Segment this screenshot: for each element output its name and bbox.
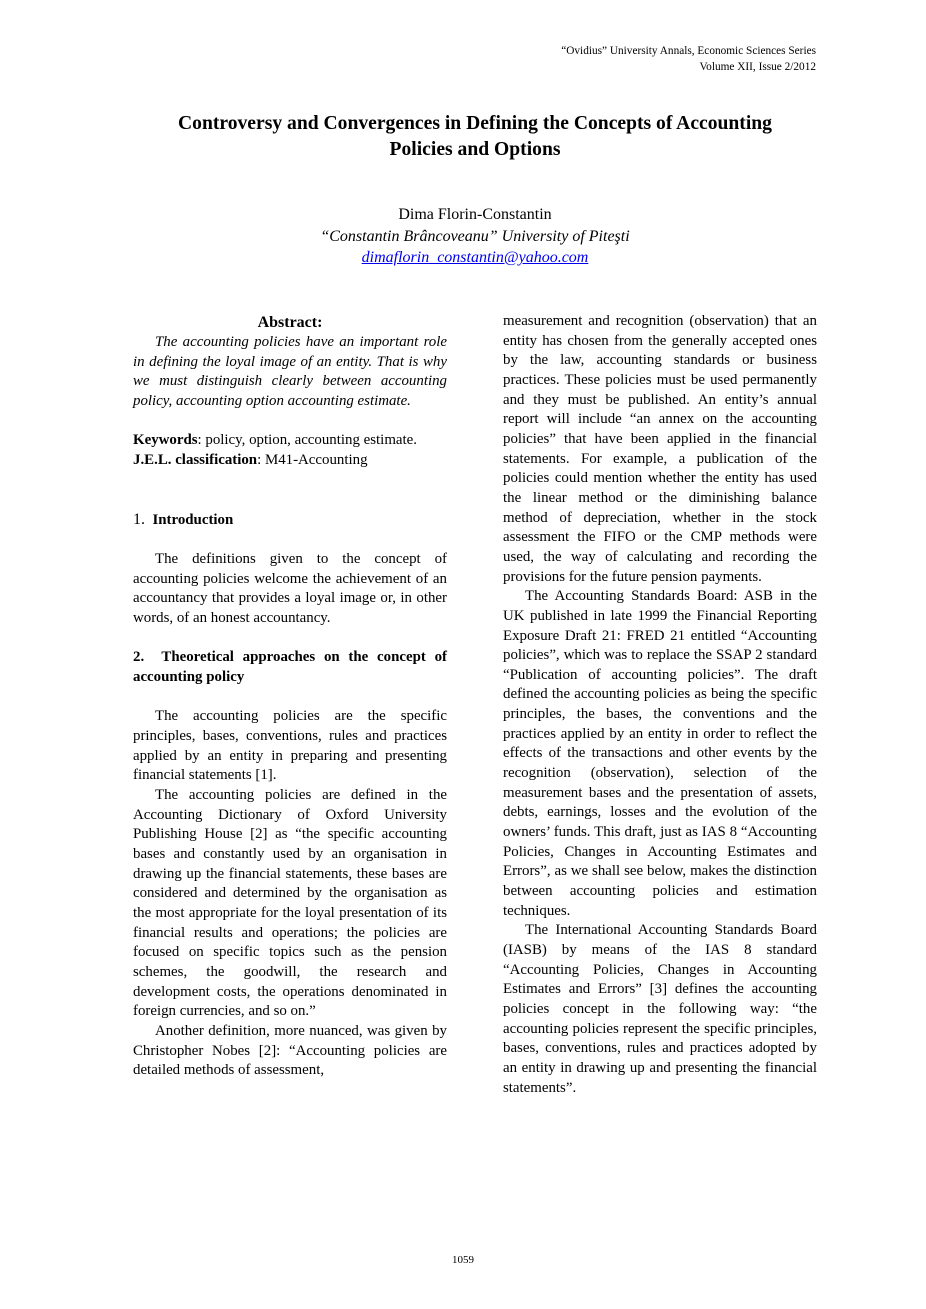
section-heading-theoretical [133, 648, 447, 687]
paragraph: The International Accounting Standards Board (IASB) by means of the IAS 8 standard “Accounting Policies, Changes in Accounting Estimates and Errors” [3] defines the accounting policies concept in the following way: “the accounting policies represent the specific principles, bases, conventions, rules and practices adopted by an entity in drawing up and presenting the financial statements”. [503, 922, 817, 1096]
keywords [133, 431, 447, 451]
jel-label: J.E.L. classification [133, 451, 258, 468]
jel-value: : M41-Accounting [257, 451, 368, 468]
paragraph: The definitions given to the concept of accounting policies welcome the achievement of an accountancy that provides a loyal image or, in other words, of an honest accountancy. [133, 551, 447, 627]
paragraph: The accounting policies are the specific principles, bases, conventions, rules and practices applied by an entity in preparing and presenting financial statements [1]. [133, 708, 447, 784]
author-email-link[interactable]: dimaflorin_constantin@yahoo.com [361, 249, 589, 266]
running-header [561, 44, 816, 75]
paragraph: measurement and recognition (observation) that an entity has chosen from the generally accepted ones by the law, accounting standards or business practices. These policies must be used permanently and they must be published. An entity’s annual report will include “an annex on the accounting policies” that have been applied in the financial statements. For example, a publication of the policies could mention whether the entity has used the linear method or the diminishing balance method of depreciation, whether in the stock assessment the FIFO or the CMP methods were used, the way of calculating and recording the provisions for the future pension payments. [503, 313, 817, 585]
paragraph: The accounting policies are defined in the Accounting Dictionary of Oxford University Publishing House [2] as “the specific accounting bases and constantly used by an organisation in drawing up the financial statements, these bases are considered and determined by the organisation as the most appropriate for the loyal presentation of its financial results and operations; the policies are focused on specific topics such as the pension schemes, the goodwill, the research and development costs, the operations denominated in foreign currencies, and so on.” [133, 787, 447, 1020]
left-column [133, 312, 447, 1081]
jel-classification [133, 451, 447, 471]
section-title: Theoretical approaches on the concept of accounting policy [133, 649, 447, 686]
section-number: 2. [133, 649, 145, 666]
abstract-text: The accounting policies have an important role in defining the loyal image of an entity. That is why we must distinguish clearly between accounting policy, accounting option accounting estimate. [133, 334, 447, 409]
section-title: Introduction [152, 511, 234, 528]
abstract-heading: Abstract: [257, 314, 323, 331]
paper-title [120, 111, 830, 162]
author-affiliation: “Constantin Brâncoveanu” University of Piteşti [320, 227, 630, 245]
paragraph: The Accounting Standards Board: ASB in the UK published in late 1999 the Financial Reporting Exposure Draft 21: FRED 21 entitled “Accounting policies”, which was to replace the SSAP 2 standard “Publication of accounting policies”. The draft defined the accounting policies as being the specific principles, the bases, the conventions and the practices applied by an entity in order to reflect the effects of the transactions and other events by the recognition (observation), selection of the measurement bases and the presentation of assets, debts, earnings, losses and the evolution of the owners’ funds. This draft, just as IAS 8 “Accounting Policies, Changes in Accounting Estimates and Errors”, as we shall see below, makes the distinction between accounting policies and estimation techniques. [503, 588, 817, 919]
paper-title-line-1: Controversy and Convergences in Defining the Concepts of Accounting [178, 113, 772, 134]
author-block [200, 204, 750, 269]
keywords-label: Keywords [133, 432, 198, 449]
author-name: Dima Florin-Constantin [398, 206, 552, 223]
section-number: 1. [133, 510, 145, 528]
right-column [503, 312, 817, 1098]
journal-volume: Volume XII, Issue 2/2012 [699, 60, 816, 73]
keywords-value: : policy, option, accounting estimate. [197, 432, 417, 449]
paragraph: Another definition, more nuanced, was given by Christopher Nobes [2]: “Accounting policies are detailed methods of assessment, [133, 1022, 447, 1079]
paper-title-line-2: Policies and Options [389, 138, 561, 160]
page-number: 1059 [452, 1254, 474, 1266]
journal-name: “Ovidius” University Annals, Economic Sciences Series [561, 45, 816, 57]
section-heading-introduction [133, 510, 447, 531]
